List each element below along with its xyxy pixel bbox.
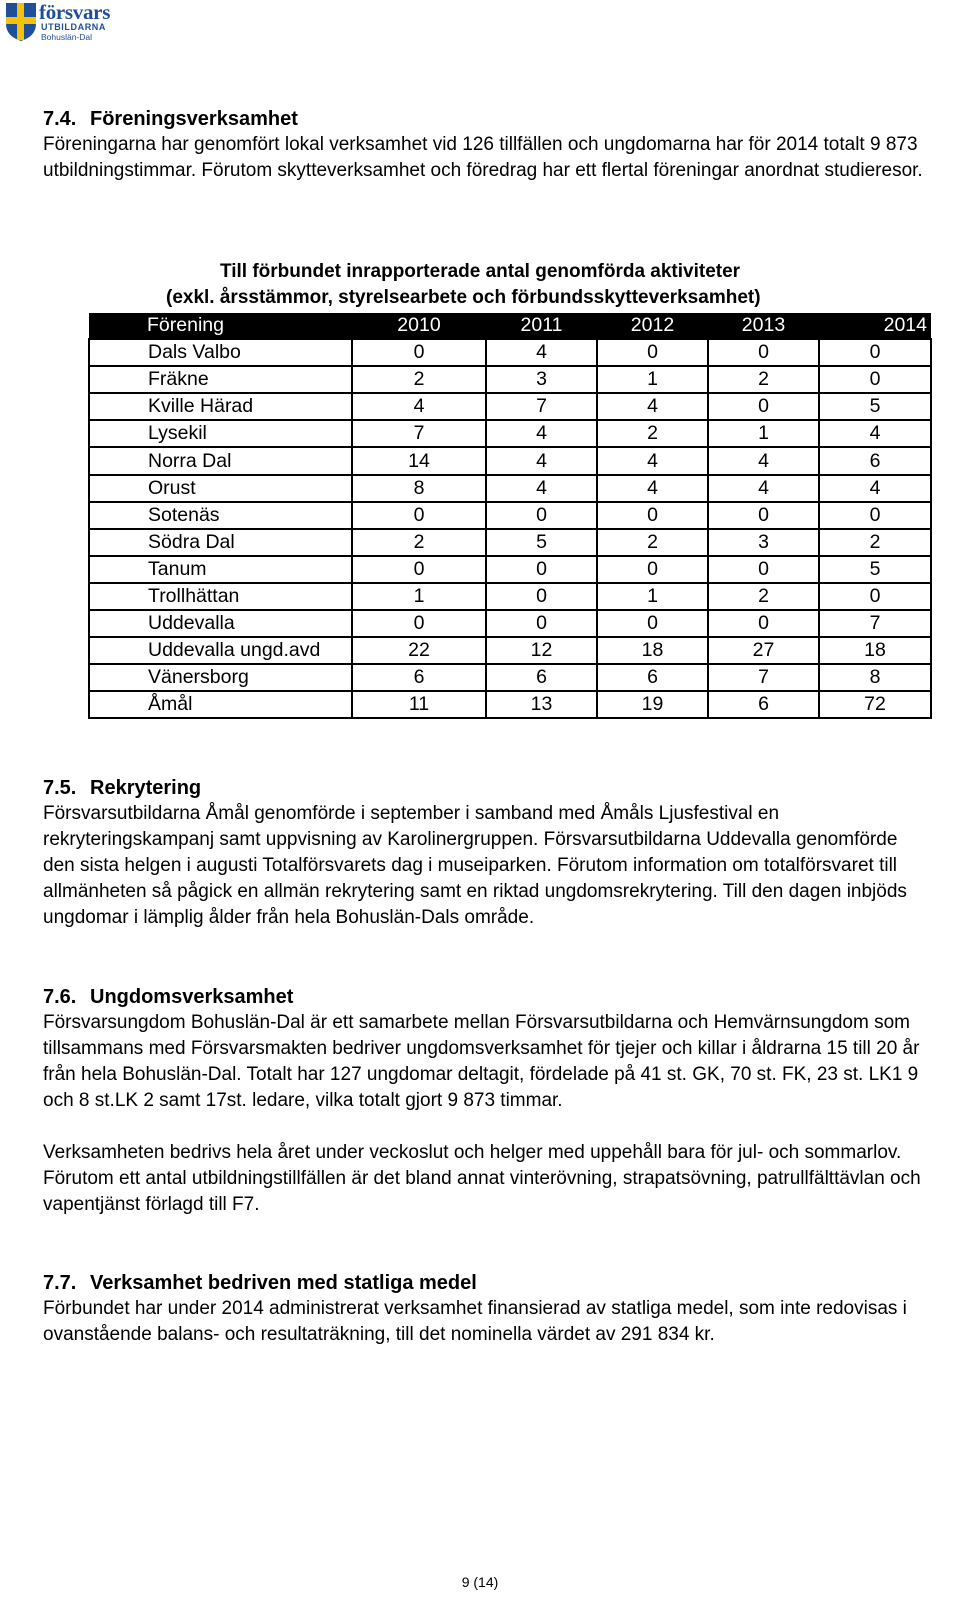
value-cell: 7: [819, 610, 931, 637]
value-cell: 4: [819, 475, 931, 502]
forening-cell: Fräkne: [89, 366, 352, 393]
value-cell: 11: [352, 691, 486, 718]
forening-cell: Sotenäs: [89, 502, 352, 529]
header-year: 2011: [486, 313, 597, 339]
forening-cell: Södra Dal: [89, 529, 352, 556]
value-cell: 0: [819, 366, 931, 393]
table-row: [89, 502, 931, 529]
value-cell: 0: [486, 610, 597, 637]
header-year: 2010: [352, 313, 486, 339]
table-row: [89, 529, 931, 556]
value-cell: 1: [597, 583, 708, 610]
table-row: [89, 393, 931, 420]
section-number: 7.6.: [43, 986, 77, 1008]
section-heading: [43, 775, 933, 801]
section-heading: [43, 1270, 933, 1296]
table-header-row: [89, 313, 931, 339]
table-caption-line1: Till förbundet inrapporterade antal genomförda aktiviteter: [219, 261, 741, 282]
value-cell: 4: [597, 393, 708, 420]
swedish-shield-icon: [5, 2, 37, 42]
value-cell: 0: [352, 339, 486, 366]
value-cell: 12: [486, 637, 597, 664]
page-number: 9 (14): [461, 1574, 499, 1590]
section-paragraph: Föreningarna har genomfört lokal verksamhet vid 126 tillfällen och ungdomarna har för 2014 totalt 9 873 utbildningstimmar. Förutom skytteverksamhet och föredrag har ett flertal föreningar anordnat studieresor.: [43, 134, 923, 181]
table-row: [89, 475, 931, 502]
value-cell: 0: [708, 610, 819, 637]
value-cell: 2: [708, 366, 819, 393]
value-cell: 7: [352, 420, 486, 447]
value-cell: 6: [597, 664, 708, 691]
value-cell: 2: [352, 366, 486, 393]
value-cell: 0: [708, 393, 819, 420]
value-cell: 2: [597, 420, 708, 447]
forening-cell: Dals Valbo: [89, 339, 352, 366]
value-cell: 0: [819, 339, 931, 366]
value-cell: 7: [486, 393, 597, 420]
section-title: Ungdomsverksamhet: [90, 986, 294, 1008]
value-cell: 8: [352, 475, 486, 502]
value-cell: 2: [819, 529, 931, 556]
table-row: [89, 583, 931, 610]
table-row: [89, 339, 931, 366]
activities-table: [88, 313, 932, 719]
value-cell: 19: [597, 691, 708, 718]
value-cell: 13: [486, 691, 597, 718]
section-heading: [43, 984, 933, 1010]
forening-cell: Kville Härad: [89, 393, 352, 420]
forening-cell: Uddevalla: [89, 610, 352, 637]
table-row: [89, 637, 931, 664]
value-cell: 0: [597, 339, 708, 366]
table-caption-line2: (exkl. årsstämmor, styrelsearbete och förbundsskytteverksamhet): [166, 287, 761, 308]
value-cell: 27: [708, 637, 819, 664]
forening-cell: Vänersborg: [89, 664, 352, 691]
section-heading: [43, 106, 933, 132]
header-year: 2012: [597, 313, 708, 339]
value-cell: 5: [486, 529, 597, 556]
section-paragraph: Verksamheten bedrivs hela året under veckoslut och helger med uppehåll bara för jul- och sommarlov. Förutom ett antal utbildningstillfällen är det bland annat vinterövning, strapatsövning, patrullfälttävlan och vapentjänst förlagd till F7.: [43, 1142, 921, 1215]
value-cell: 4: [486, 339, 597, 366]
value-cell: 0: [352, 502, 486, 529]
value-cell: 1: [597, 366, 708, 393]
value-cell: 7: [708, 664, 819, 691]
section-7-6: [43, 984, 933, 1218]
value-cell: 4: [708, 447, 819, 474]
table-row: [89, 447, 931, 474]
section-title: Verksamhet bedriven med statliga medel: [90, 1272, 477, 1294]
value-cell: 6: [352, 664, 486, 691]
forening-cell: Tanum: [89, 556, 352, 583]
value-cell: 3: [708, 529, 819, 556]
value-cell: 4: [486, 420, 597, 447]
value-cell: 4: [352, 393, 486, 420]
forening-cell: Norra Dal: [89, 447, 352, 474]
value-cell: 0: [708, 502, 819, 529]
forening-cell: Åmål: [89, 691, 352, 718]
table-row: [89, 556, 931, 583]
value-cell: 6: [486, 664, 597, 691]
value-cell: 0: [486, 583, 597, 610]
value-cell: 0: [597, 556, 708, 583]
value-cell: 3: [486, 366, 597, 393]
value-cell: 0: [819, 583, 931, 610]
value-cell: 5: [819, 556, 931, 583]
value-cell: 0: [486, 556, 597, 583]
value-cell: 72: [819, 691, 931, 718]
value-cell: 0: [708, 556, 819, 583]
value-cell: 6: [708, 691, 819, 718]
value-cell: 4: [486, 447, 597, 474]
section-number: 7.7.: [43, 1272, 77, 1294]
value-cell: 6: [819, 447, 931, 474]
logo: [5, 2, 125, 46]
value-cell: 2: [597, 529, 708, 556]
section-title: Rekrytering: [90, 777, 202, 799]
value-cell: 18: [819, 637, 931, 664]
value-cell: 0: [352, 610, 486, 637]
value-cell: 4: [708, 475, 819, 502]
value-cell: 4: [597, 475, 708, 502]
section-title: Föreningsverksamhet: [90, 108, 298, 130]
value-cell: 0: [708, 339, 819, 366]
logo-line1: UTBILDARNA: [41, 22, 106, 32]
section-7-4: [43, 106, 933, 184]
section-paragraph: Försvarsutbildarna Åmål genomförde i september i samband med Åmåls Ljusfestival en rekryteringskampanj samt uppvisning av Karolinergruppen. Försvarsutbildarna Uddevalla genomförde den sista helgen i augusti Totalförsvarets dag i museiparken. Förutom information om totalförsvaret till allmänheten så pågick en allmän rekrytering samt en riktad ungdomsrekrytering. Till den dagen inbjöds ungdomar i lämplig ålder från hela Bohuslän-Dals område.: [43, 803, 907, 928]
table-row: [89, 366, 931, 393]
table-row: [89, 691, 931, 718]
header-year: 2014: [819, 313, 931, 339]
header-year: 2013: [708, 313, 819, 339]
value-cell: 18: [597, 637, 708, 664]
value-cell: 22: [352, 637, 486, 664]
value-cell: 0: [352, 556, 486, 583]
value-cell: 0: [597, 610, 708, 637]
value-cell: 1: [708, 420, 819, 447]
value-cell: 8: [819, 664, 931, 691]
section-7-5: [43, 775, 933, 931]
section-paragraph: Försvarsungdom Bohuslän-Dal är ett samarbete mellan Försvarsutbildarna och Hemvärnsungdom som tillsammans med Försvarsmakten bedriver ungdomsverksamhet för tjejer och killar i åldrarna 15 till 20 år från hela Bohuslän-Dal. Totalt har 127 ungdomar deltagit, fördelade på 41 st. GK, 70 st. FK, 23 st. LK1 9 och 8 st.LK 2 samt 17st. ledare, vilka totalt gjort 9 873 timmar.: [43, 1012, 920, 1111]
forening-cell: Orust: [89, 475, 352, 502]
value-cell: 0: [597, 502, 708, 529]
forening-cell: Uddevalla ungd.avd: [89, 637, 352, 664]
value-cell: 4: [597, 447, 708, 474]
logo-line2: Bohuslän-Dal: [41, 32, 93, 42]
section-paragraph: Förbundet har under 2014 administrerat verksamhet finansierad av statliga medel, som inte redovisas i ovanstående balans- och resultaträkning, till det nominella värdet av 291 834 kr.: [43, 1298, 907, 1345]
section-number: 7.4.: [43, 108, 77, 130]
value-cell: 4: [486, 475, 597, 502]
value-cell: 2: [708, 583, 819, 610]
value-cell: 0: [819, 502, 931, 529]
table-row: [89, 420, 931, 447]
table-row: [89, 664, 931, 691]
value-cell: 1: [352, 583, 486, 610]
header-forening: Förening: [89, 313, 352, 339]
value-cell: 0: [486, 502, 597, 529]
table-row: [89, 610, 931, 637]
value-cell: 14: [352, 447, 486, 474]
value-cell: 5: [819, 393, 931, 420]
value-cell: 4: [819, 420, 931, 447]
section-7-7: [43, 1270, 933, 1348]
forening-cell: Trollhättan: [89, 583, 352, 610]
section-number: 7.5.: [43, 777, 77, 799]
logo-brand: försvars: [39, 0, 111, 24]
value-cell: 2: [352, 529, 486, 556]
forening-cell: Lysekil: [89, 420, 352, 447]
